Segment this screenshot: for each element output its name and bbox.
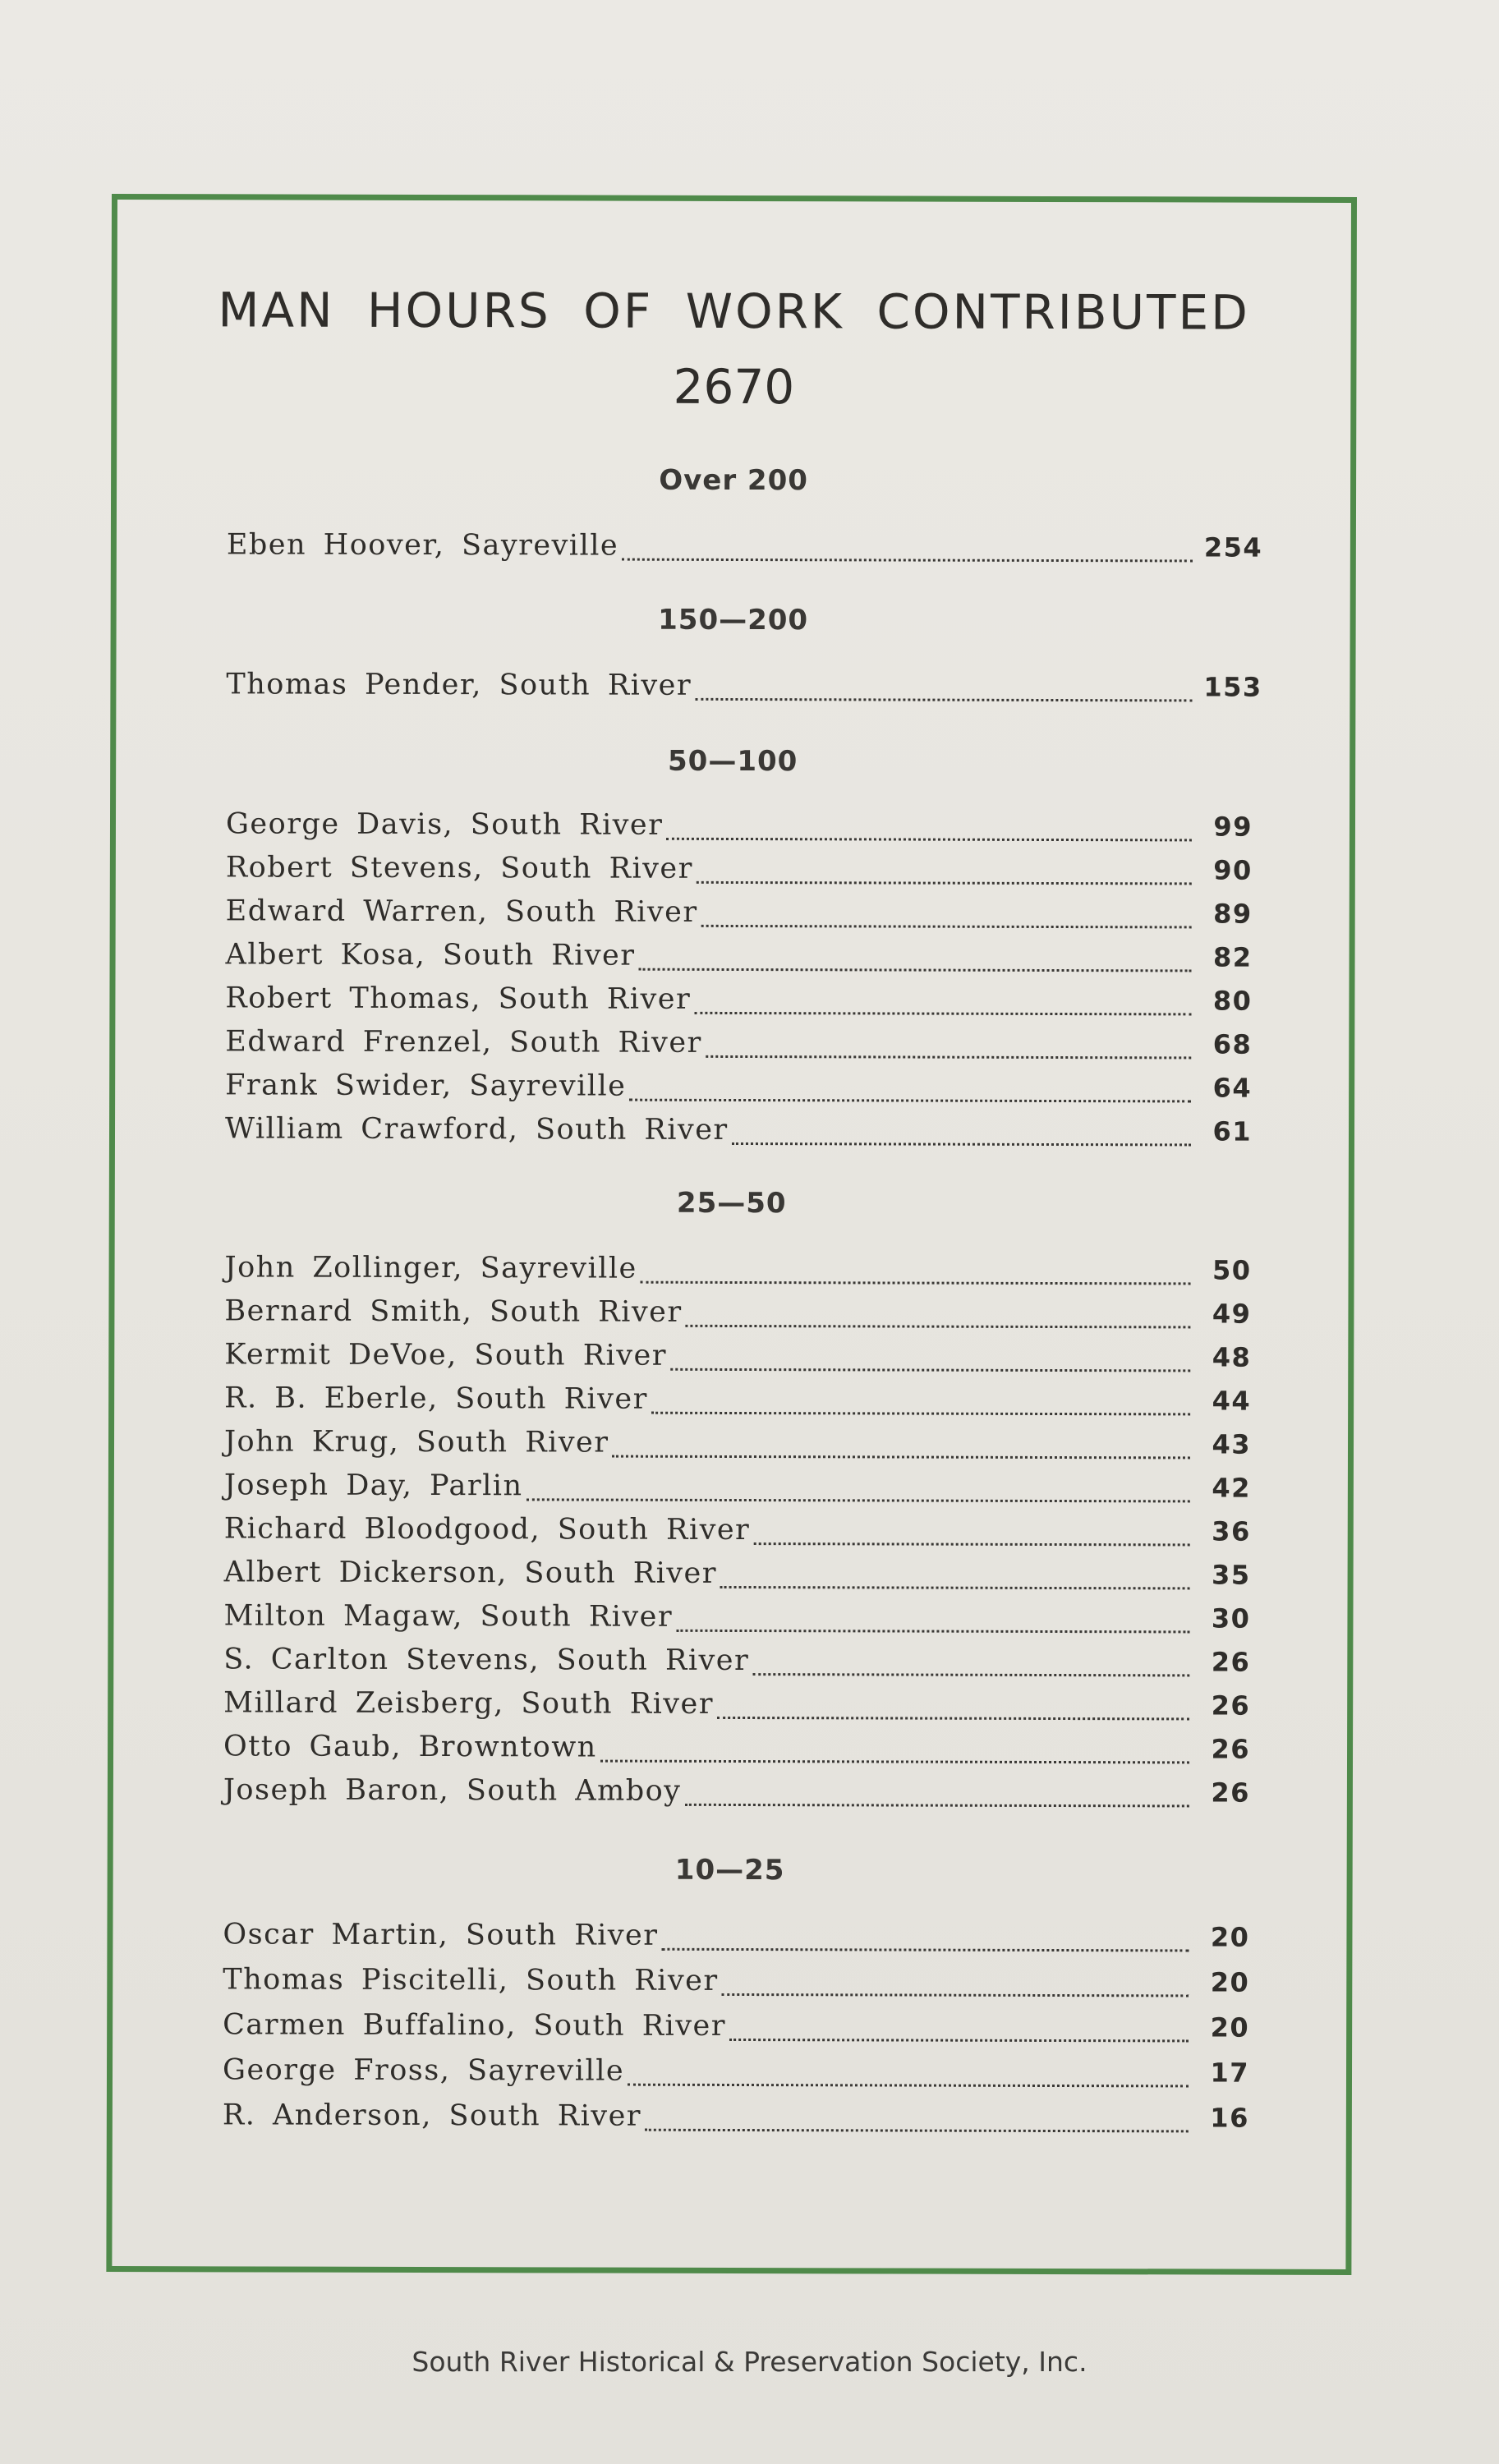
section-heading-10-25: 10—25 <box>674 1853 785 1887</box>
contributor-name: Bernard Smith, South River <box>224 1294 683 1329</box>
section-heading-150-200: 150—200 <box>658 603 809 637</box>
dot-leader <box>753 1542 1189 1546</box>
page-title: MAN HOURS OF WORK CONTRIBUTED <box>218 282 1250 341</box>
contributor-hours: 254 <box>1203 531 1263 563</box>
contributor-hours: 82 <box>1212 941 1253 973</box>
contributor-hours: 20 <box>1210 1921 1250 1953</box>
contributor-hours: 20 <box>1210 2011 1250 2043</box>
contributor-hours: 26 <box>1211 1777 1250 1809</box>
list-item <box>226 807 1253 851</box>
list-item <box>223 2008 1249 2052</box>
dot-leader <box>666 838 1192 842</box>
contributor-name: George Fross, Sayreville <box>222 2053 625 2088</box>
contributor-name: Kermit DeVoe, South River <box>224 1338 668 1372</box>
list-item <box>225 1112 1252 1156</box>
dot-leader <box>638 968 1191 972</box>
dot-leader <box>697 881 1192 885</box>
list-item <box>223 1686 1250 1730</box>
contributor-hours: 17 <box>1210 2057 1250 2089</box>
contributor-hours: 35 <box>1212 1559 1251 1591</box>
contributor-hours: 99 <box>1213 811 1253 843</box>
list-item <box>224 1294 1251 1338</box>
list-item <box>224 1381 1251 1425</box>
contributor-hours: 26 <box>1211 1733 1251 1765</box>
section-heading-50-100: 50—100 <box>667 744 798 779</box>
contributor-hours: 30 <box>1211 1602 1251 1634</box>
list-item <box>225 938 1252 981</box>
contributor-hours: 48 <box>1212 1341 1252 1373</box>
dot-leader <box>694 1012 1191 1016</box>
contributor-hours: 36 <box>1212 1515 1251 1547</box>
contributor-hours: 153 <box>1203 671 1262 703</box>
dot-leader <box>684 1804 1189 1808</box>
list-item <box>223 1918 1249 1961</box>
contributor-name: Richard Bloodgood, South River <box>223 1512 751 1547</box>
contributor-name: William Crawford, South River <box>224 1112 729 1147</box>
dot-leader <box>526 1498 1190 1502</box>
contributor-hours: 44 <box>1212 1385 1252 1417</box>
dot-leader <box>706 1055 1192 1060</box>
list-item <box>223 1963 1249 2007</box>
footer-credit: South River Historical & Preservation Society, Inc. <box>412 2346 1087 2378</box>
dot-leader <box>701 925 1192 929</box>
contributor-name: Thomas Piscitelli, South River <box>223 1963 719 1997</box>
contributor-hours: 20 <box>1210 1966 1250 1998</box>
dot-leader <box>720 1586 1190 1589</box>
contributor-name: Joseph Day, Parlin <box>223 1469 523 1503</box>
contributor-name: Edward Frenzel, South River <box>225 1025 702 1060</box>
contributor-name: Robert Stevens, South River <box>225 851 693 885</box>
dot-leader <box>722 1993 1189 1997</box>
list-item <box>225 981 1252 1025</box>
contributor-name: R. B. Eberle, South River <box>224 1381 648 1416</box>
list-item <box>223 1599 1250 1643</box>
list-item <box>226 894 1253 938</box>
list-item <box>226 851 1253 894</box>
list-item <box>226 668 1262 711</box>
total-hours: 2670 <box>673 358 795 416</box>
list-item <box>224 1251 1251 1294</box>
contributor-name: Joseph Baron, South Amboy <box>223 1773 682 1808</box>
contributor-name: Albert Kosa, South River <box>225 938 636 972</box>
contributor-hours: 90 <box>1213 854 1253 886</box>
contributor-hours: 50 <box>1212 1254 1252 1286</box>
contributor-hours: 42 <box>1212 1472 1251 1504</box>
contributor-hours: 89 <box>1213 898 1253 930</box>
green-border-frame <box>106 194 1357 2275</box>
list-item <box>223 2053 1249 2097</box>
contributor-name: Oscar Martin, South River <box>223 1918 659 1952</box>
contributor-name: Carmen Buffalino, South River <box>223 2008 727 2043</box>
contributor-name: Otto Gaub, Browntown <box>223 1730 597 1764</box>
dot-leader <box>600 1760 1189 1764</box>
contributor-name: Robert Thomas, South River <box>225 981 692 1016</box>
list-item <box>224 1338 1251 1381</box>
contributor-name: John Krug, South River <box>223 1425 609 1460</box>
list-item <box>224 1425 1251 1469</box>
contributor-name: Thomas Pender, South River <box>226 668 692 702</box>
list-item <box>223 1730 1250 1773</box>
list-item <box>223 1643 1250 1686</box>
dot-leader <box>612 1455 1190 1460</box>
contributor-hours: 43 <box>1212 1428 1252 1460</box>
dot-leader <box>676 1630 1189 1634</box>
contributor-hours: 26 <box>1211 1689 1251 1722</box>
list-item <box>223 2099 1249 2142</box>
contributor-hours: 16 <box>1210 2102 1249 2134</box>
dot-leader <box>717 1717 1189 1721</box>
document-content <box>112 200 1351 2269</box>
section-heading-25-50: 25—50 <box>676 1186 787 1221</box>
list-item <box>224 1556 1251 1599</box>
contributor-hours: 61 <box>1212 1115 1253 1147</box>
contributor-name: Eben Hoover, Sayreville <box>226 528 619 563</box>
dot-leader <box>670 1368 1190 1372</box>
section-heading-over-200: Over 200 <box>659 463 808 498</box>
dot-leader <box>651 1412 1190 1416</box>
list-item <box>225 1025 1252 1069</box>
dot-leader <box>729 2039 1189 2042</box>
contributor-name: Edward Warren, South River <box>225 894 698 929</box>
contributor-hours: 26 <box>1211 1646 1251 1678</box>
contributor-name: John Zollinger, Sayreville <box>224 1251 637 1285</box>
contributor-hours: 64 <box>1212 1072 1253 1104</box>
dot-leader <box>752 1673 1189 1676</box>
dot-leader <box>645 2129 1189 2133</box>
dot-leader <box>641 1281 1191 1285</box>
dot-leader <box>695 698 1192 702</box>
dot-leader <box>686 1325 1191 1329</box>
list-item <box>223 1773 1250 1817</box>
list-item <box>224 1512 1251 1556</box>
dot-leader <box>628 2084 1189 2088</box>
contributor-hours: 68 <box>1212 1028 1253 1060</box>
contributor-name: George Davis, South River <box>225 807 664 842</box>
list-item <box>225 1069 1252 1112</box>
contributor-name: Millard Zeisberg, South River <box>223 1686 715 1721</box>
list-item <box>226 528 1263 572</box>
contributor-hours: 80 <box>1212 985 1253 1017</box>
contributor-name: R. Anderson, South River <box>222 2099 642 2133</box>
contributor-name: S. Carlton Stevens, South River <box>223 1643 750 1678</box>
list-item <box>224 1469 1251 1512</box>
contributor-name: Albert Dickerson, South River <box>223 1556 718 1590</box>
dot-leader <box>732 1142 1191 1146</box>
contributor-name: Milton Magaw, South River <box>223 1599 674 1634</box>
contributor-hours: 49 <box>1212 1298 1252 1330</box>
dot-leader <box>629 1099 1191 1103</box>
contributor-name: Frank Swider, Sayreville <box>225 1069 627 1103</box>
dot-leader <box>622 559 1193 563</box>
dot-leader <box>661 1948 1189 1952</box>
